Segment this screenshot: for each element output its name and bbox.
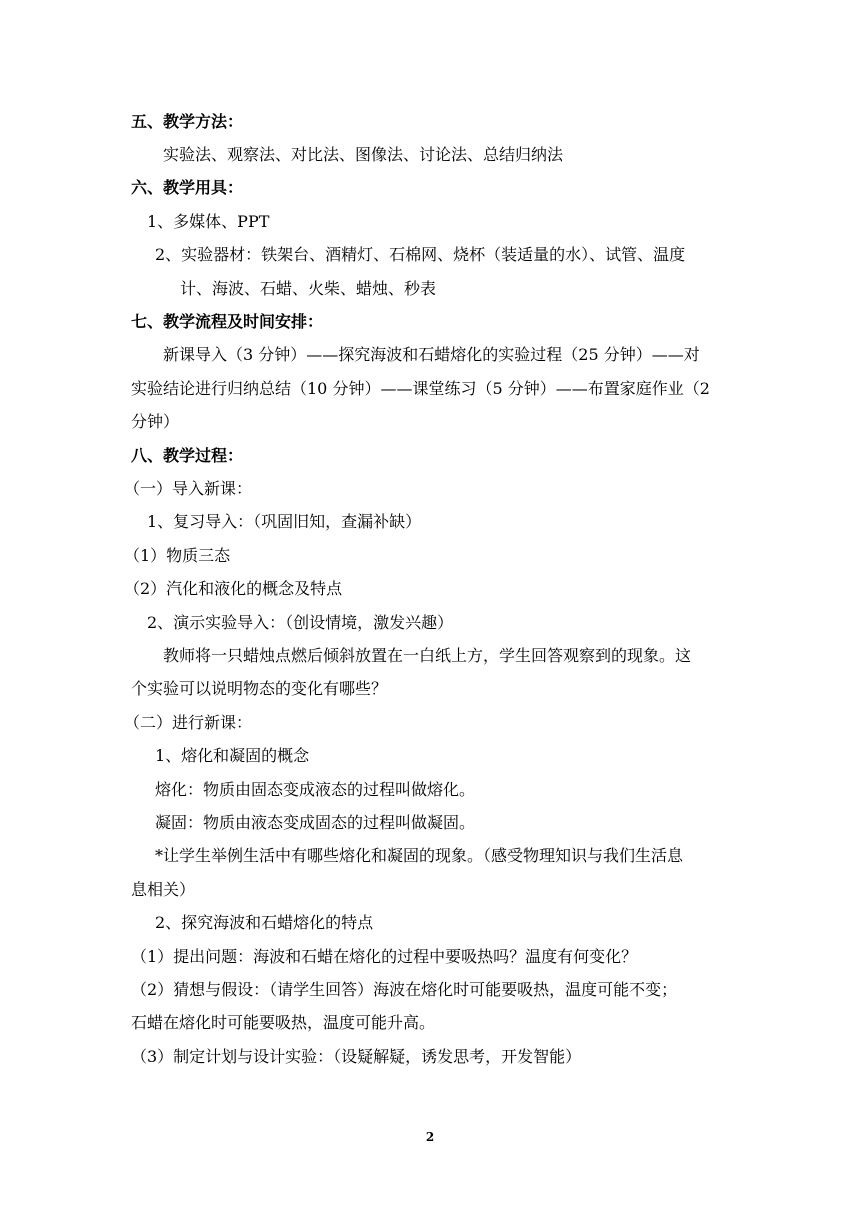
review-item-2: （2）汽化和液化的概念及特点 <box>124 579 343 598</box>
raise-question: （1）提出问题：海波和石蜡在熔化的过程中要吸热吗？温度有何变化？ <box>131 947 638 966</box>
section-heading-teaching-flow: 七、教学流程及时间安排： <box>131 312 324 331</box>
section-heading-teaching-methods: 五、教学方法： <box>131 112 244 131</box>
section-heading-teaching-process: 八、教学过程： <box>131 446 244 465</box>
examples-prompt-line-2: 息相关） <box>131 880 196 899</box>
tools-item-1: 1、多媒体、PPT <box>147 212 270 231</box>
page-number: 2 <box>425 1130 435 1144</box>
hypothesis-line-2: 石蜡在熔化时可能要吸热，温度可能升高。 <box>131 1013 436 1032</box>
solidification-definition: 凝固：物质由液态变成固态的过程叫做凝固。 <box>155 813 476 832</box>
review-item-1: （1）物质三态 <box>124 546 231 565</box>
section-heading-teaching-tools: 六、教学用具： <box>131 178 244 197</box>
subsection-introduction: （一）导入新课： <box>124 479 253 498</box>
demo-introduction: 2、演示实验导入：（创设情境，激发兴趣） <box>147 613 454 632</box>
tools-item-2: 2、实验器材：铁架台、酒精灯、石棉网、烧杯（装适量的水）、试管、温度 <box>155 245 686 264</box>
examples-prompt-line-1: *让学生举例生活中有哪些熔化和凝固的现象。（感受物理知识与我们生活息 <box>155 846 684 865</box>
review-introduction: 1、复习导入：（巩固旧知，查漏补缺） <box>147 512 422 531</box>
plan-and-design: （3）制定计划与设计实验：（设疑解疑，诱发思考，开发智能） <box>131 1047 582 1066</box>
subsection-new-lesson: （二）进行新课： <box>124 713 253 732</box>
explore-heading: 2、探究海波和石蜡熔化的特点 <box>155 913 374 932</box>
teaching-flow-line-2: 实验结论进行归纳总结（10 分钟）——课堂练习（5 分钟）——布置家庭作业（2 <box>131 379 710 398</box>
tools-item-2-continued: 计、海波、石蜡、火柴、蜡烛、秒表 <box>180 279 437 298</box>
teaching-methods-text: 实验法、观察法、对比法、图像法、讨论法、总结归纳法 <box>163 145 564 164</box>
concept-heading: 1、熔化和凝固的概念 <box>155 746 310 765</box>
teaching-flow-line-3: 分钟） <box>131 412 180 431</box>
demo-description-line-2: 个实验可以说明物态的变化有哪些？ <box>131 679 388 698</box>
demo-description-line-1: 教师将一只蜡烛点燃后倾斜放置在一白纸上方，学生回答观察到的现象。这 <box>163 646 692 665</box>
hypothesis-line-1: （2）猜想与假设：（请学生回答）海波在熔化时可能要吸热，温度可能不变； <box>131 980 678 999</box>
melting-definition: 熔化：物质由固态变成液态的过程叫做熔化。 <box>155 780 476 799</box>
teaching-flow-line-1: 新课导入（3 分钟）——探究海波和石蜡熔化的实验过程（25 分钟）——对 <box>163 345 700 364</box>
